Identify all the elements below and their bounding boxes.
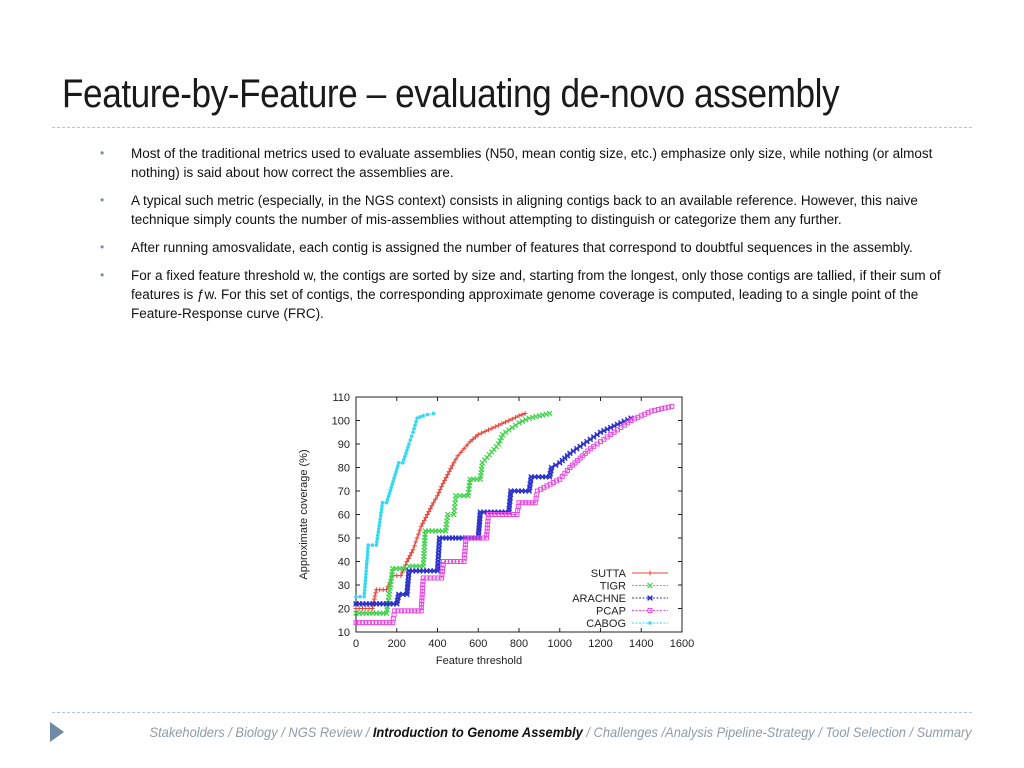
data-point-cabog	[397, 461, 401, 465]
data-point-cabog	[414, 420, 418, 424]
data-point-cabog	[354, 595, 358, 599]
data-point-cabog	[363, 585, 367, 589]
data-point-cabog	[410, 434, 414, 438]
y-tick-label: 70	[337, 486, 350, 498]
footer-nav	[50, 722, 972, 744]
section-breadcrumb	[150, 724, 972, 740]
legend-label-sutta: SUTTA	[590, 568, 626, 580]
y-tick-label: 10	[337, 627, 350, 639]
data-point-cabog	[363, 592, 367, 596]
slide-title: Feature-by-Feature – evaluating de-novo assembly	[62, 72, 840, 116]
bullet-item	[100, 191, 950, 229]
y-tick-label: 30	[337, 580, 350, 592]
legend-label-arachne: ARACHNE	[572, 593, 626, 605]
data-point-cabog	[421, 414, 425, 418]
y-tick-label: 40	[337, 556, 350, 569]
data-point-cabog	[393, 473, 397, 477]
x-tick-label: 200	[387, 638, 406, 650]
data-point-cabog	[375, 540, 379, 544]
data-point-cabog	[363, 582, 367, 586]
data-point-cabog	[365, 566, 369, 570]
data-point-cabog	[405, 448, 409, 452]
data-point-cabog	[364, 576, 368, 580]
x-tick-label: 1400	[629, 638, 654, 650]
x-axis-label: Feature threshold	[435, 655, 523, 667]
data-point-cabog	[392, 476, 396, 480]
x-tick-label: 1200	[588, 638, 613, 650]
data-point-cabog	[365, 556, 369, 560]
data-point-cabog	[395, 467, 399, 471]
y-tick-label: 50	[337, 533, 350, 545]
data-point-cabog	[362, 595, 366, 599]
data-point-cabog	[407, 442, 411, 446]
data-point-cabog	[363, 588, 367, 592]
data-point-cabog	[385, 501, 389, 505]
data-point-cabog	[401, 461, 405, 465]
data-point-cabog	[390, 483, 394, 487]
data-point-cabog	[389, 486, 393, 490]
data-point-cabog	[409, 438, 413, 442]
breadcrumb-after: / Challenges /Analysis Pipeline-Strategy / Tool Selection / Summary	[583, 724, 972, 740]
data-point-cabog	[386, 498, 390, 502]
data-point-cabog	[366, 546, 370, 550]
bullet-text: Most of the traditional metrics used to evaluate assemblies (N50, mean contig size, etc.) emphasize only size, while nothing (or almost nothing) is said about how correct the assemblies are.	[131, 146, 933, 180]
data-point-cabog	[389, 489, 393, 493]
breadcrumb-before: Stakeholders / Biology / NGS Review /	[149, 724, 374, 740]
data-point-cabog	[404, 452, 408, 456]
data-point-cabog	[365, 559, 369, 563]
data-point-cabog	[378, 517, 382, 521]
data-point-cabog	[403, 455, 407, 459]
y-tick-label: 90	[337, 439, 350, 451]
data-point-cabog	[402, 458, 406, 462]
bullet-text: After running amosvalidate, each contig is assigned the number of features that correspond to doubtful sequences in the assembly.	[131, 240, 913, 255]
bullet-icon: •	[100, 146, 105, 160]
data-point-cabog	[366, 550, 370, 554]
data-point-cabog	[380, 507, 384, 511]
legend-label-pcap: PCAP	[596, 605, 626, 618]
data-point-cabog	[379, 514, 383, 518]
data-point-cabog	[379, 511, 383, 515]
data-point-cabog	[376, 530, 380, 534]
data-point-cabog	[388, 492, 392, 496]
legend-label-cabog: CABOG	[586, 618, 626, 630]
data-point-cabog	[364, 579, 368, 583]
data-point-cabog	[380, 504, 384, 508]
data-point-cabog	[396, 464, 400, 468]
data-point-cabog	[377, 524, 381, 528]
data-point-cabog	[432, 412, 436, 416]
data-point-cabog	[365, 563, 369, 567]
title-divider	[52, 127, 972, 128]
bullet-icon: •	[100, 268, 105, 282]
data-point-cabog	[391, 479, 395, 483]
bullet-icon: •	[100, 240, 105, 254]
bullet-item	[100, 144, 950, 182]
legend-marker-cabog	[648, 621, 652, 625]
data-point-cabog	[364, 572, 368, 576]
x-tick-label: 0	[352, 638, 360, 650]
bullet-list	[100, 144, 950, 332]
data-point-cabog	[366, 553, 370, 557]
data-point-cabog	[378, 520, 382, 524]
legend-label-tigr: TIGR	[599, 580, 626, 593]
data-point-cabog	[376, 537, 380, 541]
data-point-cabog	[412, 427, 416, 431]
data-point-cabog	[406, 445, 410, 449]
data-point-cabog	[394, 470, 398, 474]
x-tick-label: 1600	[669, 638, 695, 650]
data-point-cabog	[426, 413, 430, 417]
bullet-text: For a fixed feature threshold w, the contigs are sorted by size and, starting from the longest, only those contigs are tallied, if their sum of features is ƒw. For this set of contigs, the corresponding approximate genome coverage is computed, leading to a single point of the Feature-Response curve (FRC).	[131, 268, 941, 321]
data-point-cabog	[371, 543, 375, 547]
footer-divider	[52, 712, 972, 713]
x-tick-label: 400	[428, 638, 447, 650]
y-tick-label: 80	[337, 462, 350, 475]
y-tick-label: 110	[332, 392, 350, 404]
data-point-cabog	[375, 543, 379, 547]
y-tick-label: 60	[337, 509, 350, 522]
data-point-cabog	[364, 569, 368, 573]
y-axis-label: Approximate coverage (%)	[298, 449, 310, 580]
bullet-item	[100, 266, 950, 323]
frc-chart	[290, 383, 700, 673]
data-point-cabog	[376, 533, 380, 537]
bullet-item	[100, 238, 950, 257]
bullet-text: A typical such metric (especially, in the NGS context) consists in aligning contigs back to an available reference. However, this naive technique simply counts the number of mis-assemblies without attempting to distinguish or categorize them any further.	[131, 193, 918, 227]
bullet-icon: •	[100, 193, 105, 207]
x-tick-label: 800	[509, 638, 529, 650]
data-point-cabog	[381, 501, 385, 505]
y-tick-label: 20	[337, 603, 350, 616]
data-point-cabog	[411, 430, 415, 434]
data-point-cabog	[413, 423, 417, 427]
data-point-cabog	[366, 543, 370, 547]
y-tick-label: 100	[331, 415, 350, 428]
data-point-cabog	[387, 495, 391, 499]
frc-chart-svg	[290, 383, 700, 673]
breadcrumb-current: Introduction to Genome Assembly	[373, 724, 584, 740]
play-triangle-icon	[50, 722, 64, 742]
x-tick-label: 600	[469, 638, 488, 650]
data-point-cabog	[358, 595, 362, 599]
x-tick-label: 1000	[547, 638, 572, 650]
data-point-cabog	[377, 527, 381, 531]
